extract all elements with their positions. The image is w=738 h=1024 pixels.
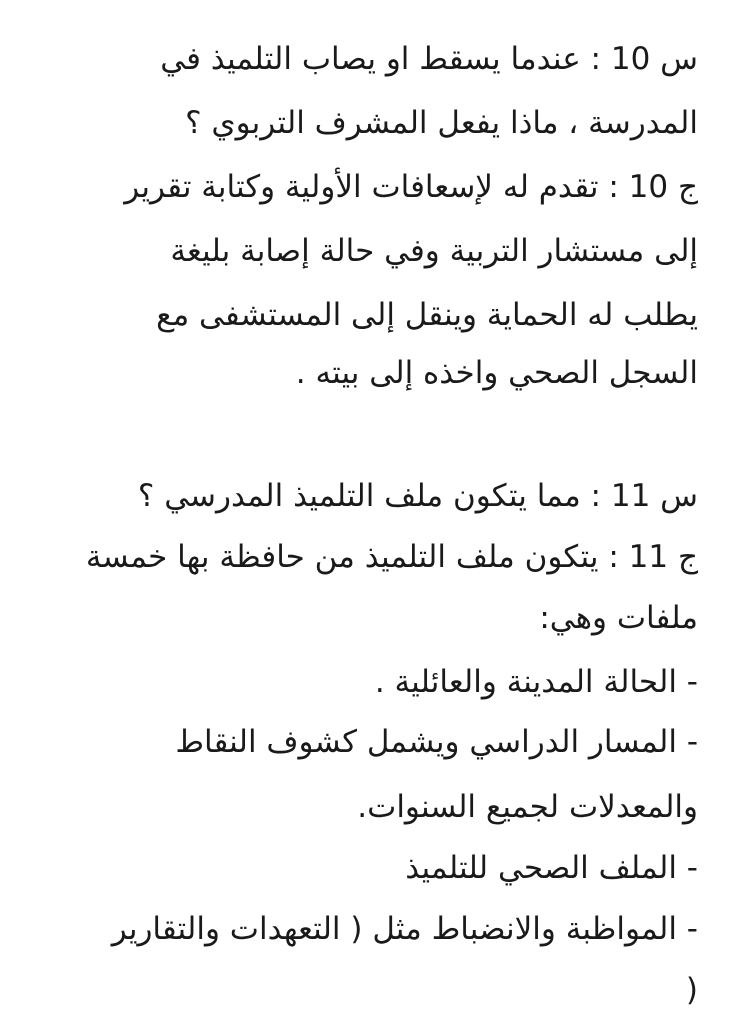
answer-11-line-1: ج 11 : يتكون ملف التلميذ من حافظة بها خمسة [85, 539, 698, 575]
answer-11-item-3: - الملف الصحي للتلميذ [405, 850, 698, 886]
answer-11-item-1: - الحالة المدينة والعائلية . [374, 664, 698, 700]
answer-11-item-2: - المسار الدراسي ويشمل كشوف النقاط [175, 724, 698, 760]
question-10-line-1: س 10 : عندما يسقط او يصاب التلميذ في [160, 41, 698, 77]
answer-11-item-4-cont: ) [685, 972, 698, 1008]
answer-10-line-3: يطلب له الحماية وينقل إلى المستشفى مع [156, 297, 698, 333]
answer-11-line-2: ملفات وهي: [539, 600, 698, 636]
answer-11-item-4: - المواظبة والانضباط مثل ( التعهدات والتقارير [111, 911, 698, 947]
answer-11-item-2-cont: والمعدلات لجميع السنوات. [357, 789, 698, 825]
answer-10-line-4: السجل الصحي واخذه إلى بيته . [295, 355, 698, 391]
qa-text [33, 0, 698, 1024]
answer-10-line-2: إلى مستشار التربية وفي حالة إصابة بليغة [170, 233, 698, 269]
answer-10-line-1: ج 10 : تقدم له لإسعافات الأولية وكتابة تقرير [124, 169, 698, 205]
question-10-line-2: المدرسة ، ماذا يفعل المشرف التربوي ؟ [185, 105, 698, 141]
question-11-line-1: س 11 : مما يتكون ملف التلميذ المدرسي ؟ [137, 478, 698, 514]
